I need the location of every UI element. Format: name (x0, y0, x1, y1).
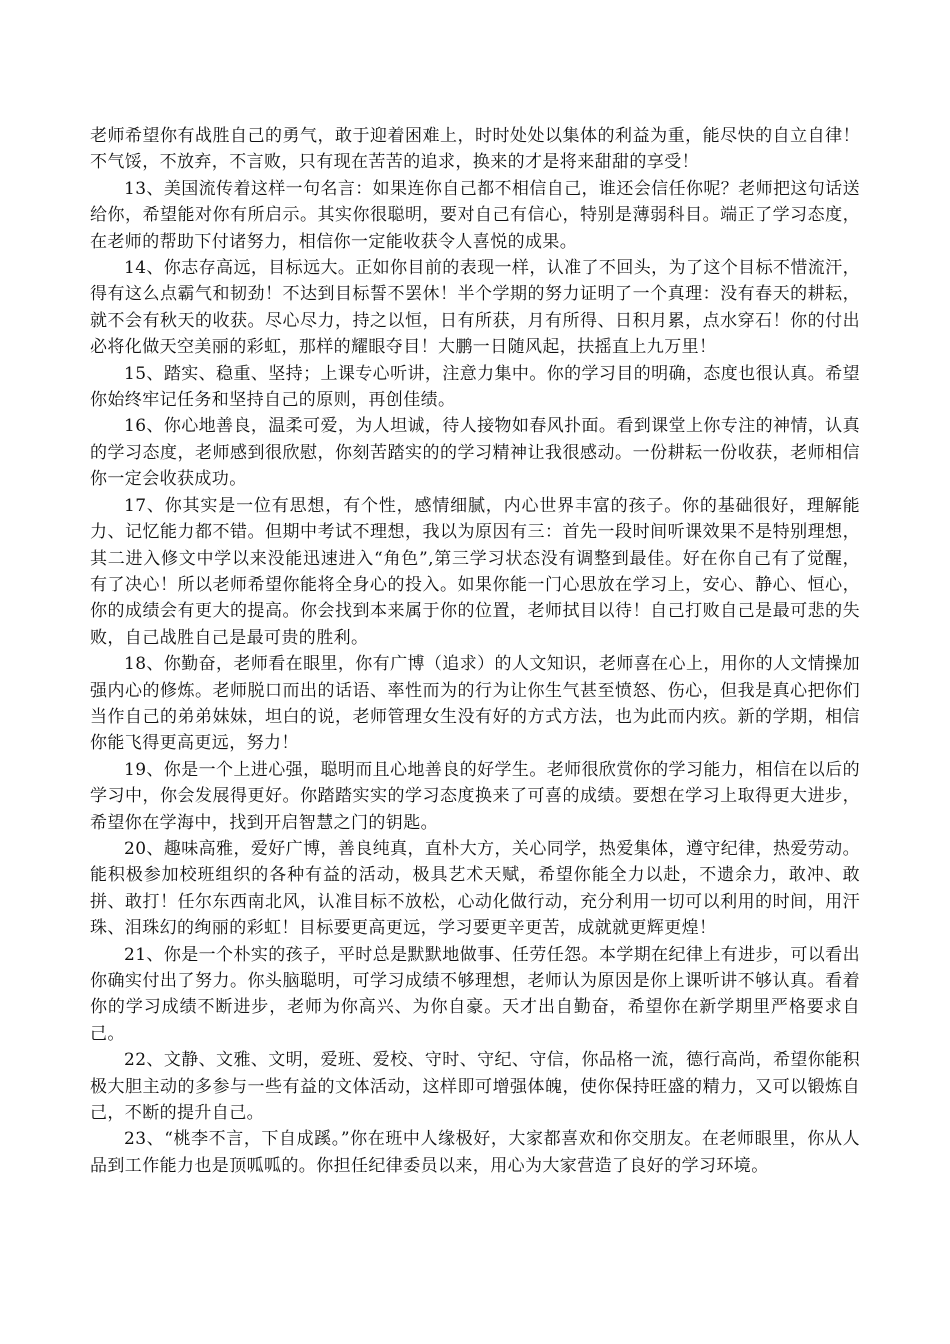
paragraph-15: 15、踏实、稳重、坚持；上课专心听讲，注意力集中。你的学习目的明确，态度也很认真。希望你始终牢记任务和坚持自己的原则，再创佳绩。 (90, 363, 860, 411)
paragraph-20: 20、趣味高雅，爱好广博，善良纯真，直朴大方，关心同学，热爱集体，遵守纪律，热爱劳动。能积极参加校班组织的各种有益的活动，极具艺术天赋，希望你能全力以赴，不遗余力，敢冲、敢拼、敢打！任尔东西南北风，认准目标不放松，心动化做行动，充分利用一切可以利用的时间，用汗珠、泪珠幻的绚丽的彩虹！目标要更高更远，学习要更辛更苦，成就就更辉更煌！ (90, 838, 860, 939)
paragraph-17: 17、你其实是一位有思想，有个性，感情细腻，内心世界丰富的孩子。你的基础很好，理解能力、记忆能力都不错。但期中考试不理想，我以为原因有三：首先一段时间听课效果不是特别理想，其二进入修文中学以来没能迅速进入“角色”,第三学习状态没有调整到最佳。好在你自己有了觉醒，有了决心！所以老师希望你能将全身心的投入。如果你能一门心思放在学习上，安心、静心、恒心，你的成绩会有更大的提高。你会找到本来属于你的位置，老师拭目以待！自己打败自己是最可悲的失败，自己战胜自己是最可贵的胜利。 (90, 495, 860, 648)
document-body (90, 123, 860, 1179)
paragraph-13: 13、美国流传着这样一句名言：如果连你自己都不相信自己，谁还会信任你呢？老师把这句话送给你，希望能对你有所启示。其实你很聪明，要对自己有信心，特别是薄弱科目。端正了学习态度，在老师的帮助下付诸努力，相信你一定能收获令人喜悦的成果。 (90, 178, 860, 252)
paragraph-23: 23、“桃李不言，下自成蹊。”你在班中人缘极好，大家都喜欢和你交朋友。在老师眼里，你从人品到工作能力也是顶呱呱的。你担任纪律委员以来，用心为大家营造了良好的学习环境。 (90, 1129, 860, 1176)
paragraph-16: 16、你心地善良，温柔可爱，为人坦诚，待人接物如春风扑面。看到课堂上你专注的神情，认真的学习态度，老师感到很欣慰，你刻苦踏实的的学习精神让我很感动。一份耕耘一份收获，老师相信你一定会收获成功。 (90, 416, 860, 490)
paragraph-18: 18、你勤奋，老师看在眼里，你有广博（追求）的人文知识，老师喜在心上，用你的人文情操加强内心的修炼。老师脱口而出的话语、率性而为的行为让你生气甚至愤怒、伤心，但我是真心把你们当作自己的弟弟妹妹，坦白的说，老师管理女生没有好的方式方法，也为此而内疚。新的学期，相信你能飞得更高更远，努力！ (90, 654, 860, 754)
paragraph: 老师希望你有战胜自己的勇气，敢于迎着困难上，时时处处以集体的利益为重，能尽快的自立自律！不气馁，不放弃，不言败，只有现在苦苦的追求，换来的才是将来甜甜的享受！ (90, 126, 860, 173)
paragraph-14: 14、你志存高远，目标远大。正如你目前的表现一样，认准了不回头，为了这个目标不惜流汗，得有这么点霸气和韧劲！不达到目标誓不罢休！半个学期的努力证明了一个真理：没有春天的耕耘，就不会有秋天的收获。尽心尽力，持之以恒，日有所获，月有所得、日积月累，点水穿石！你的付出必将化做天空美丽的彩虹，那样的耀眼夺目！大鹏一日随风起，扶摇直上九万里！ (90, 258, 860, 358)
paragraph-21: 21、你是一个朴实的孩子，平时总是默默地做事、任劳任怨。本学期在纪律上有进步，可以看出你确实付出了努力。你头脑聪明，可学习成绩不够理想，老师认为原因是你上课听讲不够认真。看着你的学习成绩不断进步，老师为你高兴、为你自豪。天才出自勤奋，希望你在新学期里严格要求自己。 (90, 944, 860, 1044)
paragraph-22: 22、文静、文雅、文明，爱班、爱校、守时、守纪、守信，你品格一流，德行高尚，希望你能积极大胆主动的多参与一些有益的文体活动，这样即可增强体魄，使你保持旺盛的精力，又可以锻炼自己，不断的提升自己。 (90, 1050, 860, 1124)
paragraph-19: 19、你是一个上进心强，聪明而且心地善良的好学生。老师很欣赏你的学习能力，相信在以后的学习中，你会发展得更好。你踏踏实实的学习态度换来了可喜的成绩。要想在学习上取得更大进步，希望你在学海中，找到开启智慧之门的钥匙。 (90, 759, 860, 833)
